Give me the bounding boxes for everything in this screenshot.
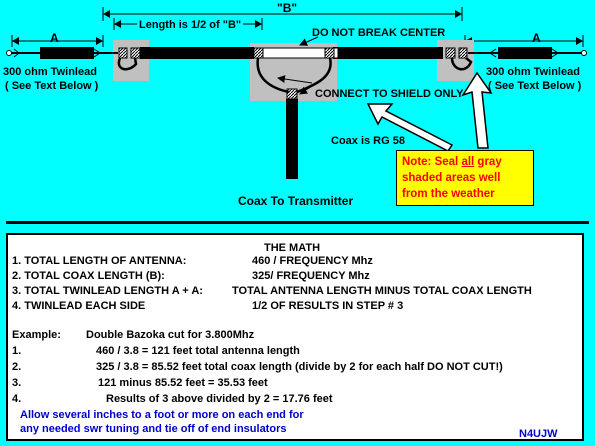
twinlead-left	[7, 47, 119, 59]
footer-line-2: any needed swr tuning and tie off of end insulators	[20, 423, 287, 435]
step-1-text: 460 / 3.8 = 121 feet total antenna length	[96, 345, 300, 357]
note-line3: from the weather	[402, 188, 495, 200]
label-twinlead-right-2: ( See Text Below )	[488, 80, 582, 92]
label-twinlead-left-2: ( See Text Below )	[5, 80, 99, 92]
math-title: THE MATH	[264, 242, 321, 254]
math-row-3-value: TOTAL ANTENNA LENGTH MINUS TOTAL COAX LENGTH	[232, 285, 532, 297]
label-coax-type: Coax is RG 58	[331, 135, 405, 147]
math-box	[6, 233, 584, 441]
label-connect-shield: CONNECT TO SHIELD ONLY	[315, 88, 464, 100]
label-a-right: A	[532, 31, 541, 45]
divider	[6, 221, 589, 224]
twinlead-right	[468, 47, 587, 59]
step-2-num: 2.	[12, 361, 22, 373]
feedline-coax	[286, 99, 298, 179]
step-1-num: 1.	[12, 345, 22, 357]
coax-right-half	[333, 47, 443, 59]
seal-arrow-up-right	[463, 73, 491, 148]
coax-left-half	[140, 47, 254, 59]
math-row-2-value: 325/ FREQUENCY Mhz	[252, 270, 370, 282]
math-row-4-value: 1/2 OF RESULTS IN STEP # 3	[252, 300, 404, 312]
step-2-text: 325 / 3.8 = 85.52 feet total coax length (divide by 2 for each half DO NOT CUT!)	[96, 361, 503, 373]
label-do-not-break: DO NOT BREAK CENTER	[312, 27, 446, 39]
math-row-1-label: 1. TOTAL LENGTH OF ANTENNA:	[12, 255, 187, 267]
connector-feed	[287, 89, 297, 99]
label-coax-transmitter: Coax To Transmitter	[238, 194, 354, 208]
note-line2: shaded areas well	[402, 172, 501, 184]
math-row-1-value: 460 / FREQUENCY Mhz	[252, 255, 373, 267]
label-a-left: A	[50, 31, 59, 45]
step-3-num: 3.	[12, 377, 22, 389]
label-half-b: Length is 1/2 of "B"	[139, 19, 242, 31]
step-4-num: 4.	[12, 393, 22, 405]
label-b: "B"	[277, 1, 298, 15]
math-row-4-label: 4. TWINLEAD EACH SIDE	[12, 300, 146, 312]
connector-center-left	[254, 48, 263, 58]
connector-right-a	[446, 48, 455, 58]
label-twinlead-left-1: 300 ohm Twinlead	[3, 66, 97, 78]
note-prefix: Note: Seal	[402, 156, 462, 168]
callsign: N4UJW	[519, 428, 558, 440]
step-3-text: 121 minus 85.52 feet = 35.53 feet	[98, 377, 268, 389]
step-4-text: Results of 3 above divided by 2 = 17.76 feet	[106, 393, 333, 405]
connector-center-right	[325, 48, 334, 58]
connector-left-a	[119, 48, 127, 58]
example-value: Double Bazoka cut for 3.800Mhz	[86, 329, 255, 341]
dimension-a-right	[465, 35, 583, 47]
math-row-3-label: 3. TOTAL TWINLEAD LENGTH A + A:	[12, 285, 203, 297]
math-row-2-label: 2. TOTAL COAX LENGTH (B):	[12, 270, 165, 282]
note-emph: all	[461, 156, 475, 168]
seal-note	[396, 150, 534, 206]
note-rest: gray	[474, 156, 502, 168]
footer-line-1: Allow several inches to a foot or more on each end for	[20, 409, 304, 421]
connector-right-b	[459, 48, 467, 58]
example-label: Example:	[12, 329, 61, 341]
connector-left-b	[131, 48, 140, 58]
label-twinlead-right-1: 300 ohm Twinlead	[486, 66, 580, 78]
